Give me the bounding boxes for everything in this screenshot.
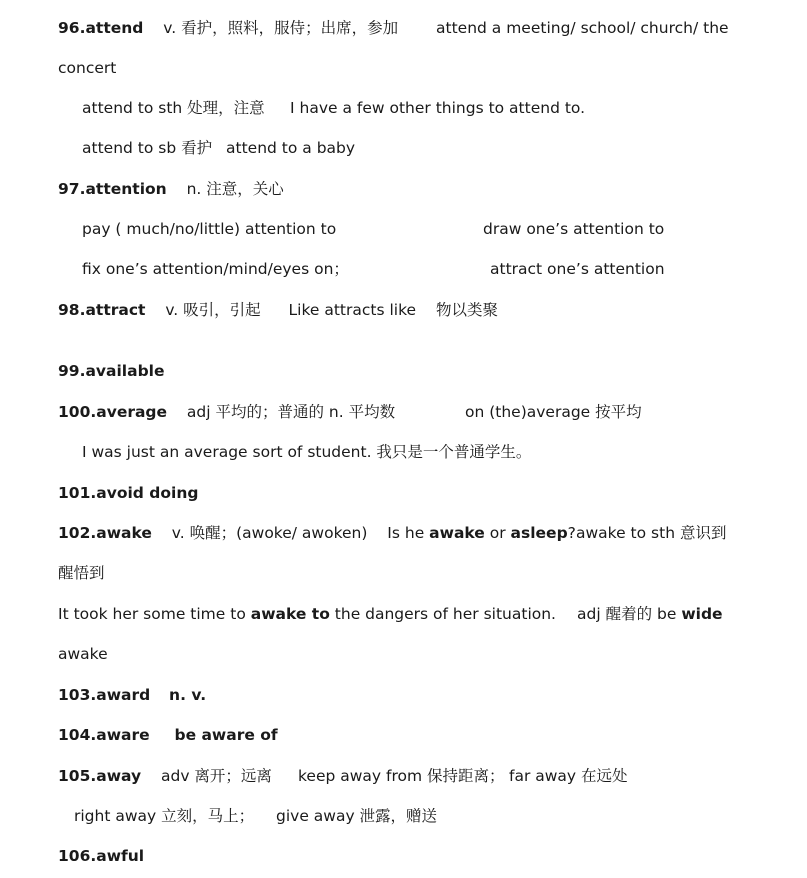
entry-number: 102. — [58, 524, 97, 542]
entry-number: 101. — [58, 484, 97, 502]
entry-102-phrase-cont: 醒悟到 — [58, 564, 105, 582]
entry-definition: adj 平均的；普通的 n. 平均数 — [186, 403, 396, 421]
entry-96-sub2: attend to sb 看护 — [82, 139, 213, 157]
entry-word: award — [96, 686, 151, 704]
entry-100-phrase: on (the)average 按平均 — [465, 403, 642, 421]
entry-98-headline — [58, 299, 498, 321]
entry-105-phrase-1: keep away from 保持距离； — [298, 767, 505, 785]
entry-definition: v. 看护，照料，服侍；出席，参加 — [163, 19, 399, 37]
entry-word: available — [85, 362, 165, 380]
entry-106-headline — [58, 845, 144, 867]
entry-definition: v. 吸引，引起 — [165, 301, 261, 319]
entry-97-phrase-4: attract one’s attention — [490, 260, 665, 278]
entry-word: attend — [85, 19, 144, 37]
entry-number: 103. — [58, 686, 97, 704]
entry-word: away — [96, 767, 142, 785]
entry-word: avoid doing — [96, 484, 199, 502]
entry-105-phrase-3: right away 立刻，马上； — [74, 807, 255, 825]
entry-105-phrase-4: give away 泄露，赠送 — [276, 807, 438, 825]
entry-number: 98. — [58, 301, 86, 319]
entry-97-headline — [58, 178, 284, 200]
question-bold-asleep: asleep — [510, 524, 568, 542]
entry-definition: v. 唤醒；(awoke/ awoken) — [171, 524, 368, 542]
example-text: the dangers of her situation. — [329, 605, 556, 623]
entry-96-example-cont: concert — [58, 59, 117, 77]
entry-100-headline — [58, 401, 395, 423]
entry-word: awake — [96, 524, 152, 542]
entry-105-headline — [58, 765, 272, 787]
question-bold-awake: awake — [429, 524, 485, 542]
entry-102-adj-cont: awake — [58, 645, 108, 663]
entry-word: attract — [85, 301, 146, 319]
entry-phrase: be aware of — [174, 726, 278, 744]
entry-number: 96. — [58, 19, 86, 37]
adj-text: adj 醒着的 be — [577, 605, 682, 623]
entry-number: 105. — [58, 767, 97, 785]
entry-102-headline — [58, 522, 576, 544]
example-text: It took her some time to — [58, 605, 251, 623]
entry-103-headline — [58, 684, 206, 706]
entry-99-headline — [58, 360, 165, 382]
question-text: Is he — [387, 524, 430, 542]
entry-definition: n. 注意，关心 — [186, 180, 284, 198]
entry-96-sub1-example: I have a few other things to attend to. — [290, 99, 586, 117]
entry-100-example: I was just an average sort of student. 我只是一个普通学生。 — [82, 443, 532, 461]
entry-101-headline — [58, 482, 198, 504]
entry-number: 100. — [58, 403, 97, 421]
example-bold: awake to — [250, 605, 330, 623]
entry-example: Like attracts like — [288, 301, 417, 319]
entry-word: average — [96, 403, 168, 421]
entry-number: 99. — [58, 362, 86, 380]
question-mark: ? — [567, 524, 576, 542]
question-text: or — [484, 524, 511, 542]
entry-pos: n. v. — [169, 686, 207, 704]
entry-102-adj — [577, 603, 723, 625]
entry-96-example: attend a meeting/ school/ church/ the — [436, 19, 729, 37]
entry-96-sub1: attend to sth 处理，注意 — [82, 99, 265, 117]
entry-definition: adv 离开；远离 — [161, 767, 272, 785]
entry-96-headline — [58, 17, 398, 39]
adj-bold: wide — [681, 605, 723, 623]
entry-105-phrase-2: far away 在远处 — [509, 767, 628, 785]
entry-number: 104. — [58, 726, 97, 744]
entry-97-phrase-1: pay ( much/no/little) attention to — [82, 220, 337, 238]
entry-number: 97. — [58, 180, 86, 198]
entry-question — [387, 524, 576, 542]
entry-word: awful — [96, 847, 145, 865]
entry-example-cn: 物以类聚 — [435, 301, 498, 319]
entry-102-phrase: awake to sth 意识到 — [576, 524, 727, 542]
entry-104-headline — [58, 724, 278, 746]
entry-word: attention — [85, 180, 167, 198]
entry-96-sub2-example: attend to a baby — [226, 139, 356, 157]
entry-97-phrase-2: draw one’s attention to — [483, 220, 665, 238]
entry-number: 106. — [58, 847, 97, 865]
entry-102-example — [58, 603, 556, 625]
entry-97-phrase-3: fix one’s attention/mind/eyes on； — [82, 260, 349, 278]
entry-word: aware — [96, 726, 150, 744]
